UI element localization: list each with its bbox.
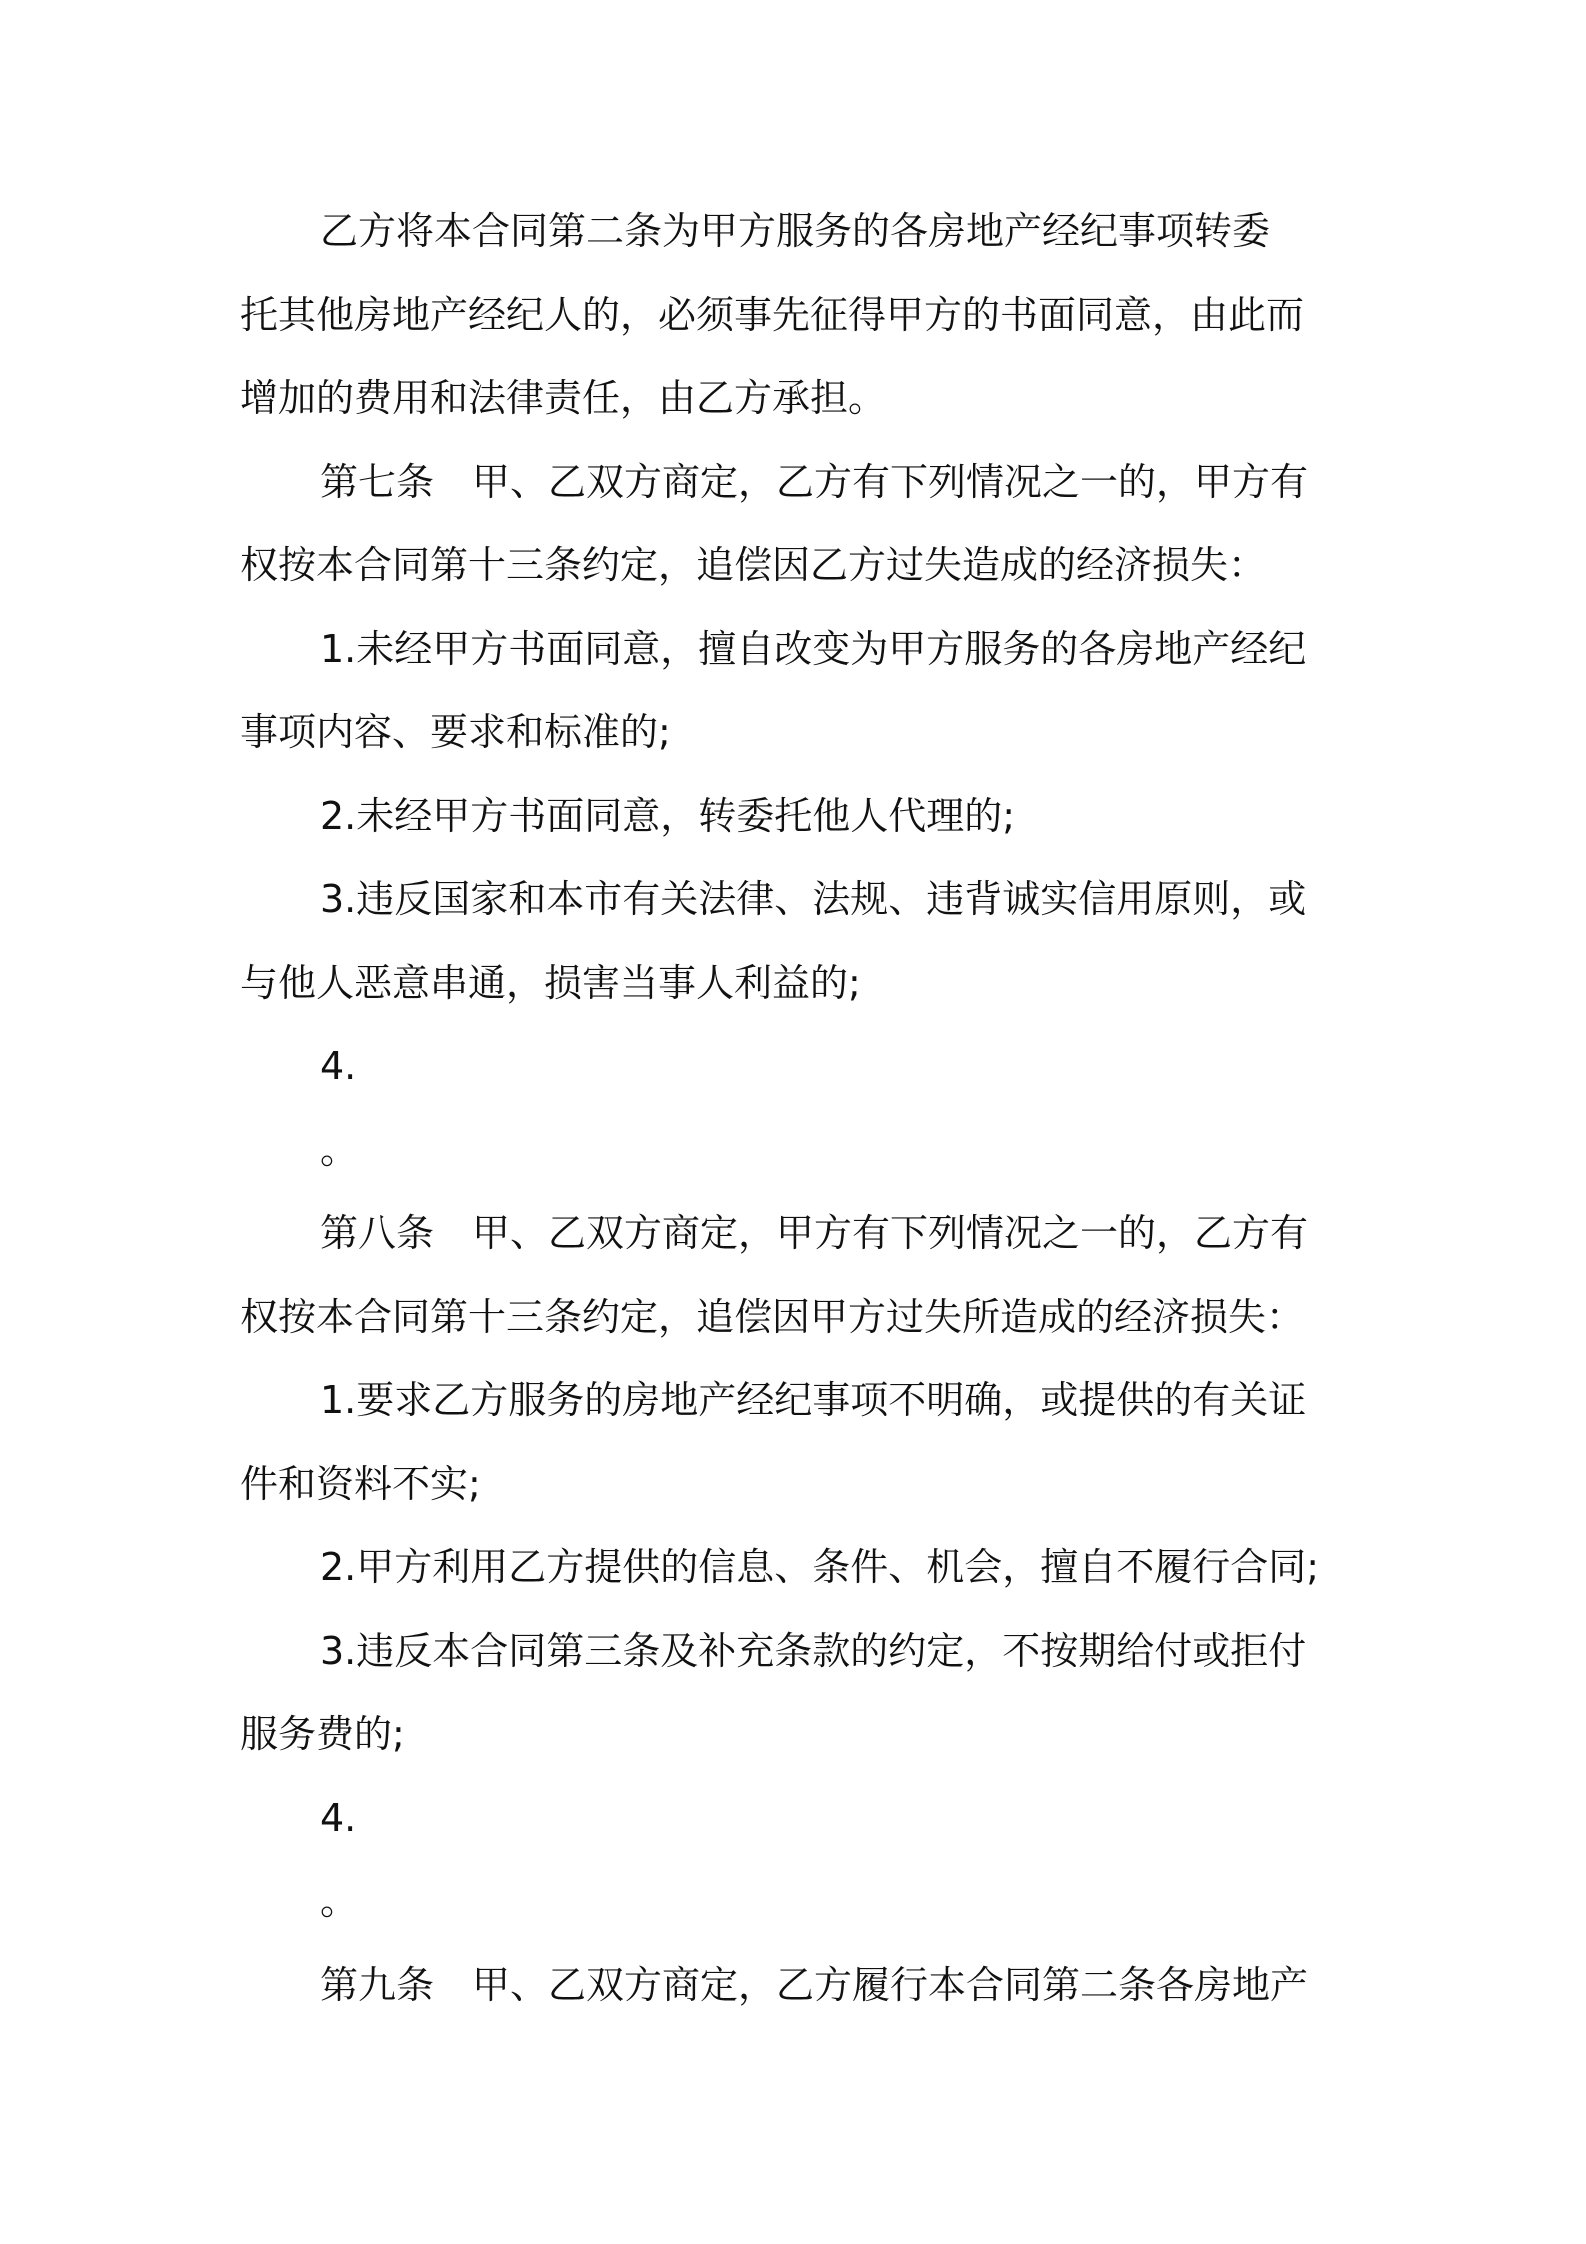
article-7-heading-paragraph <box>240 441 1360 608</box>
text-line: 乙方将本合同第二条为甲方服务的各房地产经纪事项转委 <box>320 209 1271 253</box>
article-8-item-3 <box>240 1610 1360 1777</box>
text-line: 3.违反本合同第三条及补充条款的约定，不按期给付或拒付 <box>320 1628 1307 1673</box>
article-8-item-1 <box>240 1359 1360 1526</box>
text-line: 第八条 甲、乙双方商定，甲方有下列情况之一的，乙方有 <box>320 1211 1309 1255</box>
text-line: 增加的费用和法律责任，由乙方承担。 <box>240 376 887 420</box>
article-8-item-4 <box>240 1777 1360 1861</box>
article-9-heading-paragraph <box>240 1944 1360 2028</box>
text-line: 1.要求乙方服务的房地产经纪事项不明确，或提供的有关证 <box>320 1378 1307 1422</box>
paragraph-subcontract-clause <box>240 190 1360 441</box>
article-8-item-2 <box>240 1526 1360 1610</box>
text-line: 第九条 甲、乙双方商定，乙方履行本合同第二条各房地产 <box>320 1962 1309 2007</box>
document-body <box>240 190 1360 2027</box>
article-7-item-3 <box>240 858 1360 1025</box>
text-line: 托其他房地产经纪人的，必须事先征得甲方的书面同意，由此而 <box>240 292 1305 337</box>
article-8-heading-paragraph <box>240 1192 1360 1359</box>
text-line: 3.违反国家和本市有关法律、法规、违背诚实信用原则，或 <box>320 877 1307 921</box>
text-line: 第七条 甲、乙双方商定，乙方有下列情况之一的，甲方有 <box>320 459 1309 504</box>
text-line: 2.甲方利用乙方提供的信息、条件、机会，擅自不履行合同; <box>320 1545 1320 1589</box>
text-line: 4. <box>320 1044 357 1088</box>
article-7-item-2 <box>240 775 1360 859</box>
article-7-item-4 <box>240 1025 1360 1109</box>
article-7-item-1 <box>240 608 1360 775</box>
text-line: 。 <box>320 1879 359 1923</box>
text-line: 事项内容、要求和标准的; <box>240 710 671 754</box>
text-line: 权按本合同第十三条约定，追偿因乙方过失造成的经济损失： <box>240 543 1267 587</box>
text-line: 件和资料不实; <box>240 1461 481 1506</box>
text-line: 与他人恶意串通，损害当事人利益的; <box>240 960 861 1005</box>
text-line: 4. <box>320 1795 357 1840</box>
article-7-item-4-end <box>240 1109 1360 1193</box>
text-line: 服务费的; <box>240 1712 405 1756</box>
text-line: 1.未经甲方书面同意，擅自改变为甲方服务的各房地产经纪 <box>320 626 1307 671</box>
text-line: 2.未经甲方书面同意，转委托他人代理的; <box>320 793 1016 838</box>
text-line: 。 <box>320 1127 359 1172</box>
text-line: 权按本合同第十三条约定，追偿因甲方过失所造成的经济损失： <box>240 1294 1305 1339</box>
article-8-item-4-end <box>240 1860 1360 1944</box>
